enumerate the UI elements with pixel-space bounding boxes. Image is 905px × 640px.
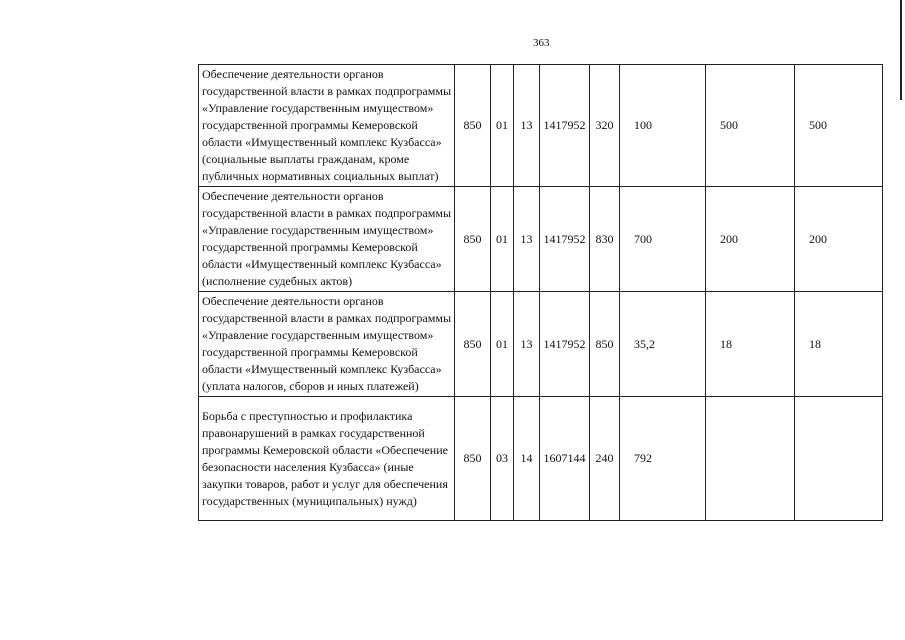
amount-year-3: 18 <box>795 292 883 397</box>
section-code: 03 <box>491 397 514 521</box>
expense-type-code: 850 <box>590 292 620 397</box>
row-description: Обеспечение деятельности органов государственной власти в рамках подпрограммы «Управление государственным имуществом» государственной программы Кемеровской области «Имущественный комплекс Кузбасса» (социальные выплаты гражданам, кроме публичных нормативных социальных выплат) <box>199 65 455 187</box>
amount-year-3 <box>795 397 883 521</box>
row-description: Борьба с преступностью и профилактика правонарушений в рамках государственной программы Кемеровской области «Обеспечение безопасности населения Кузбасса» (иные закупки товаров, работ и услуг для обеспечения государственных (муниципальных) нужд) <box>199 397 455 521</box>
expense-type-code: 830 <box>590 187 620 292</box>
ministry-code: 850 <box>455 292 491 397</box>
expense-type-code: 320 <box>590 65 620 187</box>
ministry-code: 850 <box>455 65 491 187</box>
table-row <box>199 397 883 521</box>
amount-year-1: 700 <box>620 187 706 292</box>
target-article-code: 1417952 <box>540 292 590 397</box>
target-article-code: 1417952 <box>540 187 590 292</box>
amount-year-3: 200 <box>795 187 883 292</box>
amount-year-3: 500 <box>795 65 883 187</box>
section-code: 01 <box>491 65 514 187</box>
amount-year-2: 500 <box>706 65 795 187</box>
target-article-code: 1417952 <box>540 65 590 187</box>
target-article-code: 1607144 <box>540 397 590 521</box>
subsection-code: 13 <box>514 292 540 397</box>
table-row <box>199 187 883 292</box>
ministry-code: 850 <box>455 187 491 292</box>
amount-year-1: 792 <box>620 397 706 521</box>
amount-year-2: 200 <box>706 187 795 292</box>
section-code: 01 <box>491 292 514 397</box>
row-description: Обеспечение деятельности органов государственной власти в рамках подпрограммы «Управление государственным имуществом» государственной программы Кемеровской области «Имущественный комплекс Кузбасса» (исполнение судебных актов) <box>199 187 455 292</box>
table-row <box>199 65 883 187</box>
subsection-code: 14 <box>514 397 540 521</box>
page-edge-line <box>900 0 902 100</box>
page-number: 363 <box>533 37 550 49</box>
amount-year-1: 100 <box>620 65 706 187</box>
row-description: Обеспечение деятельности органов государственной власти в рамках подпрограммы «Управление государственным имуществом» государственной программы Кемеровской области «Имущественный комплекс Кузбасса» (уплата налогов, сборов и иных платежей) <box>199 292 455 397</box>
budget-table <box>198 64 883 521</box>
ministry-code: 850 <box>455 397 491 521</box>
subsection-code: 13 <box>514 65 540 187</box>
table-row <box>199 292 883 397</box>
amount-year-1: 35,2 <box>620 292 706 397</box>
amount-year-2: 18 <box>706 292 795 397</box>
section-code: 01 <box>491 187 514 292</box>
subsection-code: 13 <box>514 187 540 292</box>
amount-year-2 <box>706 397 795 521</box>
expense-type-code: 240 <box>590 397 620 521</box>
